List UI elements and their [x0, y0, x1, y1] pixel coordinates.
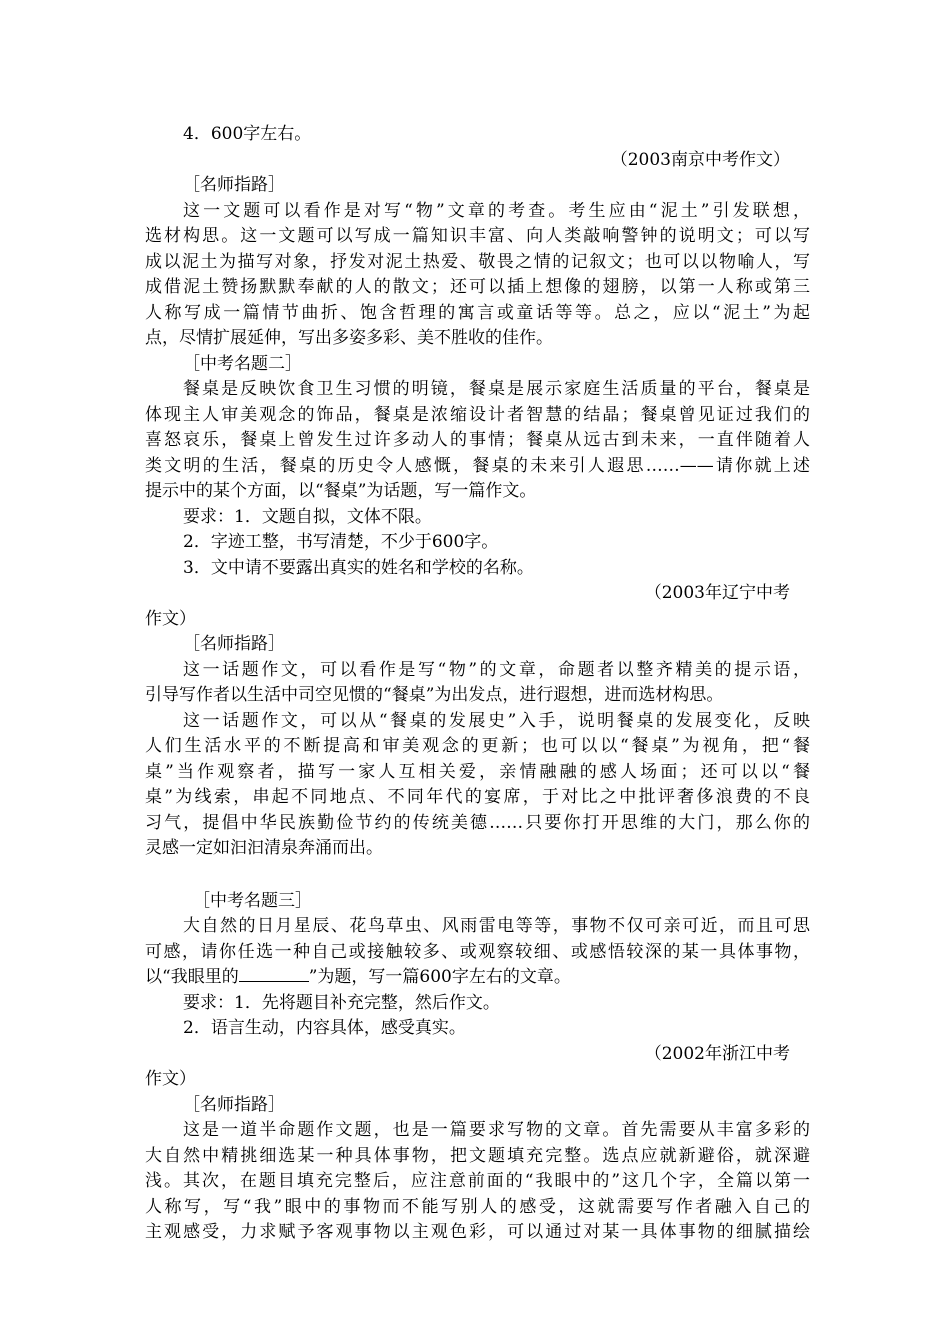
paragraph-line: 灵感一定如汩汩清泉奔涌而出。 [145, 838, 383, 858]
paragraph-line: 大自然中精挑细选某一种具体事物，把文题填充完整。选点应就新避俗，就深避 [145, 1145, 810, 1166]
paragraph-line: 这一话题作文，可以看作是写“物”的文章，命题者以整齐精美的提示语， [183, 659, 810, 680]
fill-in-blank [239, 967, 309, 982]
section-title: ［中考名题二］ [183, 353, 302, 374]
paragraph-line: 点，尽情扩展延伸，写出多姿多彩、美不胜收的佳作。 [145, 328, 553, 348]
paragraph-line: 这一文题可以看作是对写“物”文章的考查。考生应由“泥土”引发联想， [183, 200, 810, 221]
source-citation-cont: 作文） [145, 608, 196, 629]
paragraph-line: 这是一道半命题作文题，也是一篇要求写物的文章。首先需要从丰富多彩的 [183, 1120, 810, 1140]
paragraph-line: 人称写成一篇情节曲折、饱含哲理的寓言或童话等等。总之，应以“泥土”为起 [145, 302, 810, 323]
requirement-line: 要求：1．先将题目补充完整，然后作文。 [183, 992, 500, 1013]
paragraph-line: 浅。其次，在题目填充完整后，应注意前面的“我眼中的”这几个字，全篇以第一 [145, 1171, 810, 1191]
section-title: ［中考名题三］ [193, 890, 312, 911]
paragraph-line: 可感，请你任选一种自己或接触较多、或观察较细、或感悟较深的某一具体事物， [145, 941, 810, 962]
source-citation: （2003年辽宁中考 [644, 583, 790, 603]
paragraph-line: 主观感受，力求赋予客观事物以主观色彩，可以通过对某一具体事物的细腻描绘 [145, 1222, 810, 1242]
paragraph-line: 喜怒哀乐，餐桌上曾发生过许多动人的事情；餐桌从远古到未来，一直伴随着人 [145, 430, 810, 450]
paragraph-line: 这一话题作文，可以从“餐桌的发展史”入手，说明餐桌的发展变化，反映 [183, 710, 810, 731]
paragraph-line: 大自然的日月星辰、花鸟草虫、风雨雷电等等，事物不仅可亲可近，而且可思 [183, 916, 810, 936]
paragraph-line: 餐桌是反映饮食卫生习惯的明镜，餐桌是展示家庭生活质量的平台，餐桌是 [183, 379, 810, 399]
document-page [145, 122, 810, 1246]
guide-label: ［名师指路］ [183, 634, 285, 654]
paragraph-line: 引导写作者以生活中司空见惯的“餐桌”为出发点，进行遐想，进而选材构思。 [145, 685, 724, 705]
paragraph-line: 习气，提倡中华民族勤俭节约的传统美德……只要你打开思维的大门，那么你的 [145, 812, 810, 833]
paragraph-line: 桌”为线索，串起不同地点、不同年代的宴席，于对比之中批评奢侈浪费的不良 [145, 787, 810, 807]
paragraph-line: 选材构思。这一文题可以写成一篇知识丰富、向人类敲响警钟的说明文；可以写 [145, 226, 810, 246]
section-gap [145, 862, 810, 889]
prompt-text: ”为题，写一篇600字左右的文章。 [308, 967, 571, 987]
paragraph-line: 成借泥土赞扬默默奉献的人的散文；还可以插上想像的翅膀，以第一人称或第三 [145, 277, 810, 297]
requirement-4: 4．600字左右。 [183, 124, 312, 144]
paragraph-line: 人称写，写“我”眼中的事物而不能写别人的感受，这就需要写作者融入自己的 [145, 1196, 810, 1217]
paragraph-line: 成以泥土为描写对象，抒发对泥土热爱、敬畏之情的记叙文；也可以以物喻人，写 [145, 251, 810, 272]
prompt-text: 以“我眼里的 [145, 967, 239, 987]
requirement-line: 3．文中请不要露出真实的姓名和学校的名称。 [183, 557, 534, 578]
source-citation: （2002年浙江中考 [644, 1043, 790, 1064]
requirement-line: 2．语言生动，内容具体，感受真实。 [183, 1018, 466, 1038]
source-citation-cont: 作文） [145, 1069, 196, 1089]
paragraph-line: 类文明的生活，餐桌的历史令人感慨，餐桌的未来引人遐思……——请你就上述 [145, 455, 810, 476]
paragraph-line: 人们生活水平的不断提高和审美观念的更新；也可以以“餐桌”为视角，把“餐 [145, 736, 810, 756]
requirement-line: 要求：1．文题自拟，文体不限。 [183, 506, 432, 527]
paragraph-line: 体现主人审美观念的饰品，餐桌是浓缩设计者智慧的结晶；餐桌曾见证过我们的 [145, 404, 810, 425]
guide-label: ［名师指路］ [183, 175, 285, 195]
guide-label: ［名师指路］ [183, 1094, 285, 1115]
paragraph-line: 桌”当作观察者，描写一家人互相关爱，亲情融融的感人场面；还可以以“餐 [145, 761, 810, 782]
paragraph-line [145, 965, 810, 991]
source-citation: （2003南京中考作文） [610, 149, 790, 170]
requirement-line: 2．字迹工整，书写清楚，不少于600字。 [183, 532, 499, 552]
paragraph-line: 提示中的某个方面，以“餐桌”为话题，写一篇作文。 [145, 481, 537, 501]
